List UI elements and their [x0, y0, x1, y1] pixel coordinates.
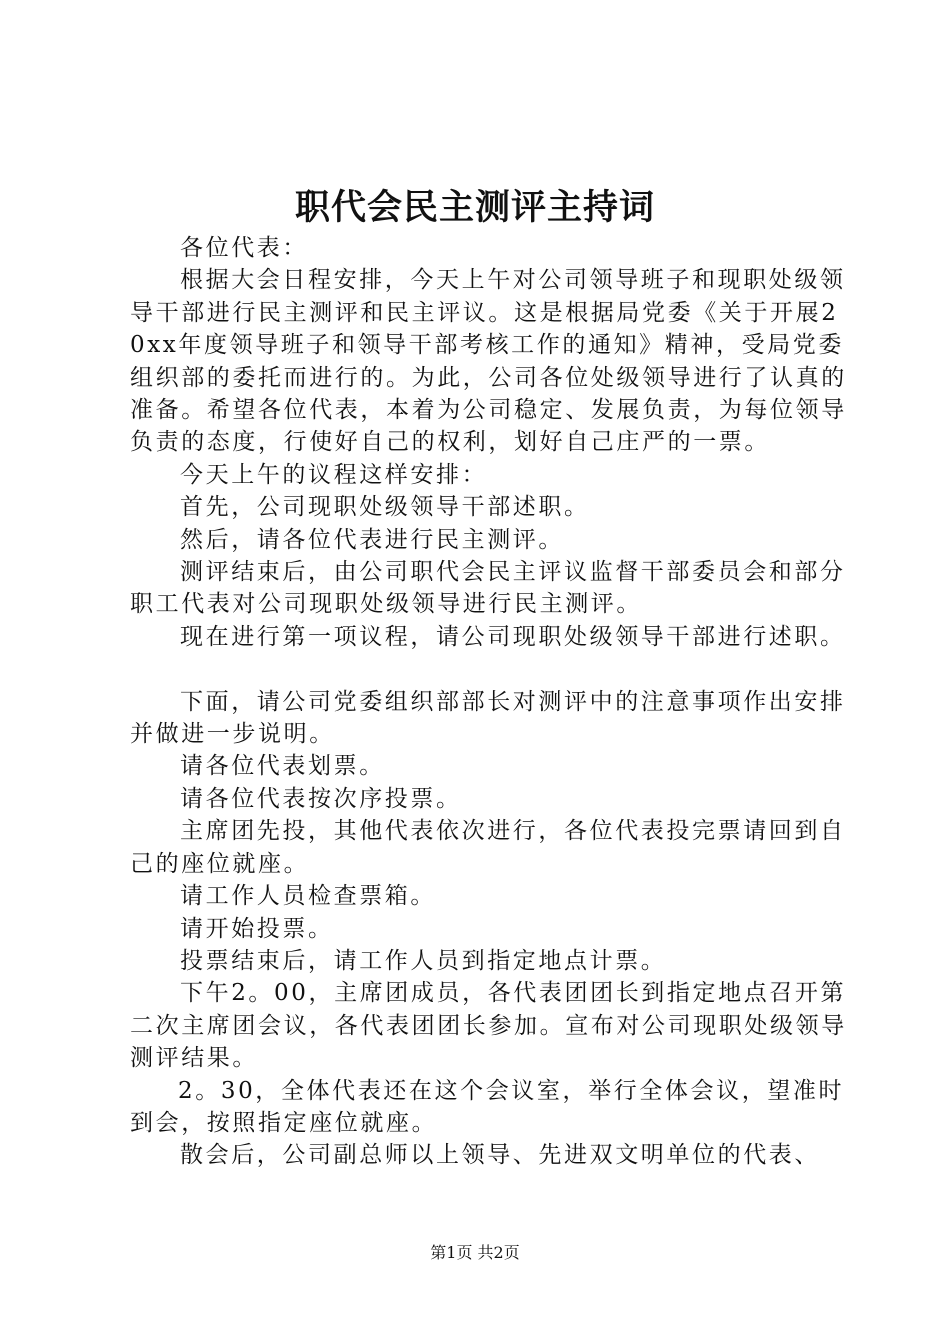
paragraph-intro: 根据大会日程安排，今天上午对公司领导班子和现职处级领导干部进行民主测评和民主评议。这是根据局党委《关于开展20xx年度领导班子和领导干部考核工作的通知》精神，受局党委组织部的委托而进行的。为此，公司各位处级领导进行了认真的准备。希望各位代表，本着为公司稳定、发展负责，为每位领导负责的态度，行使好自己的权利，划好自己庄严的一票。 — [130, 267, 847, 456]
paragraph-agenda-first: 首先，公司现职处级领导干部述职。 — [180, 494, 590, 521]
paragraph-start-vote: 请开始投票。 — [180, 915, 334, 942]
page-number-footer: 第1页 共2页 — [430, 1243, 520, 1262]
blank-line — [130, 653, 850, 685]
paragraph-agenda-then: 然后，请各位代表进行民主测评。 — [180, 526, 564, 553]
document-body — [130, 232, 850, 1172]
paragraph-agenda-after: 测评结束后，由公司职代会民主评议监督干部委员会和部分职工代表对公司现职处级领导进行民主测评。 — [130, 559, 846, 618]
paragraph-first-item: 现在进行第一项议程，请公司现职处级领导干部进行述职。 — [180, 623, 846, 650]
paragraph-plenary: 2。30，全体代表还在这个会议室，举行全体会议，望准时到会，按照指定座位就座。 — [130, 1077, 845, 1136]
paragraph-greeting: 各位代表： — [180, 235, 308, 261]
paragraph-check-box: 请工作人员检查票箱。 — [180, 883, 436, 910]
paragraph-mark-ballot: 请各位代表划票。 — [180, 753, 385, 780]
paragraph-presidium-vote: 主席团先投，其他代表依次进行，各位代表投完票请回到自己的座位就座。 — [130, 818, 846, 877]
document-title: 职代会民主测评主持词 — [294, 187, 655, 228]
paragraph-instructions: 下面，请公司党委组织部部长对测评中的注意事项作出安排并做进一步说明。 — [130, 688, 846, 748]
paragraph-adjourn: 散会后，公司副总师以上领导、先进双文明单位的代表、 — [180, 1142, 820, 1169]
paragraph-agenda-heading: 今天上午的议程这样安排： — [180, 461, 488, 488]
paragraph-vote-order: 请各位代表按次序投票。 — [180, 785, 462, 812]
paragraph-afternoon-meeting: 下午2。00，主席团成员，各代表团团长到指定地点召开第二次主席团会议，各代表团团长参加。宣布对公司现职处级领导测评结果。 — [130, 980, 847, 1072]
paragraph-count-votes: 投票结束后，请工作人员到指定地点计票。 — [180, 947, 667, 974]
